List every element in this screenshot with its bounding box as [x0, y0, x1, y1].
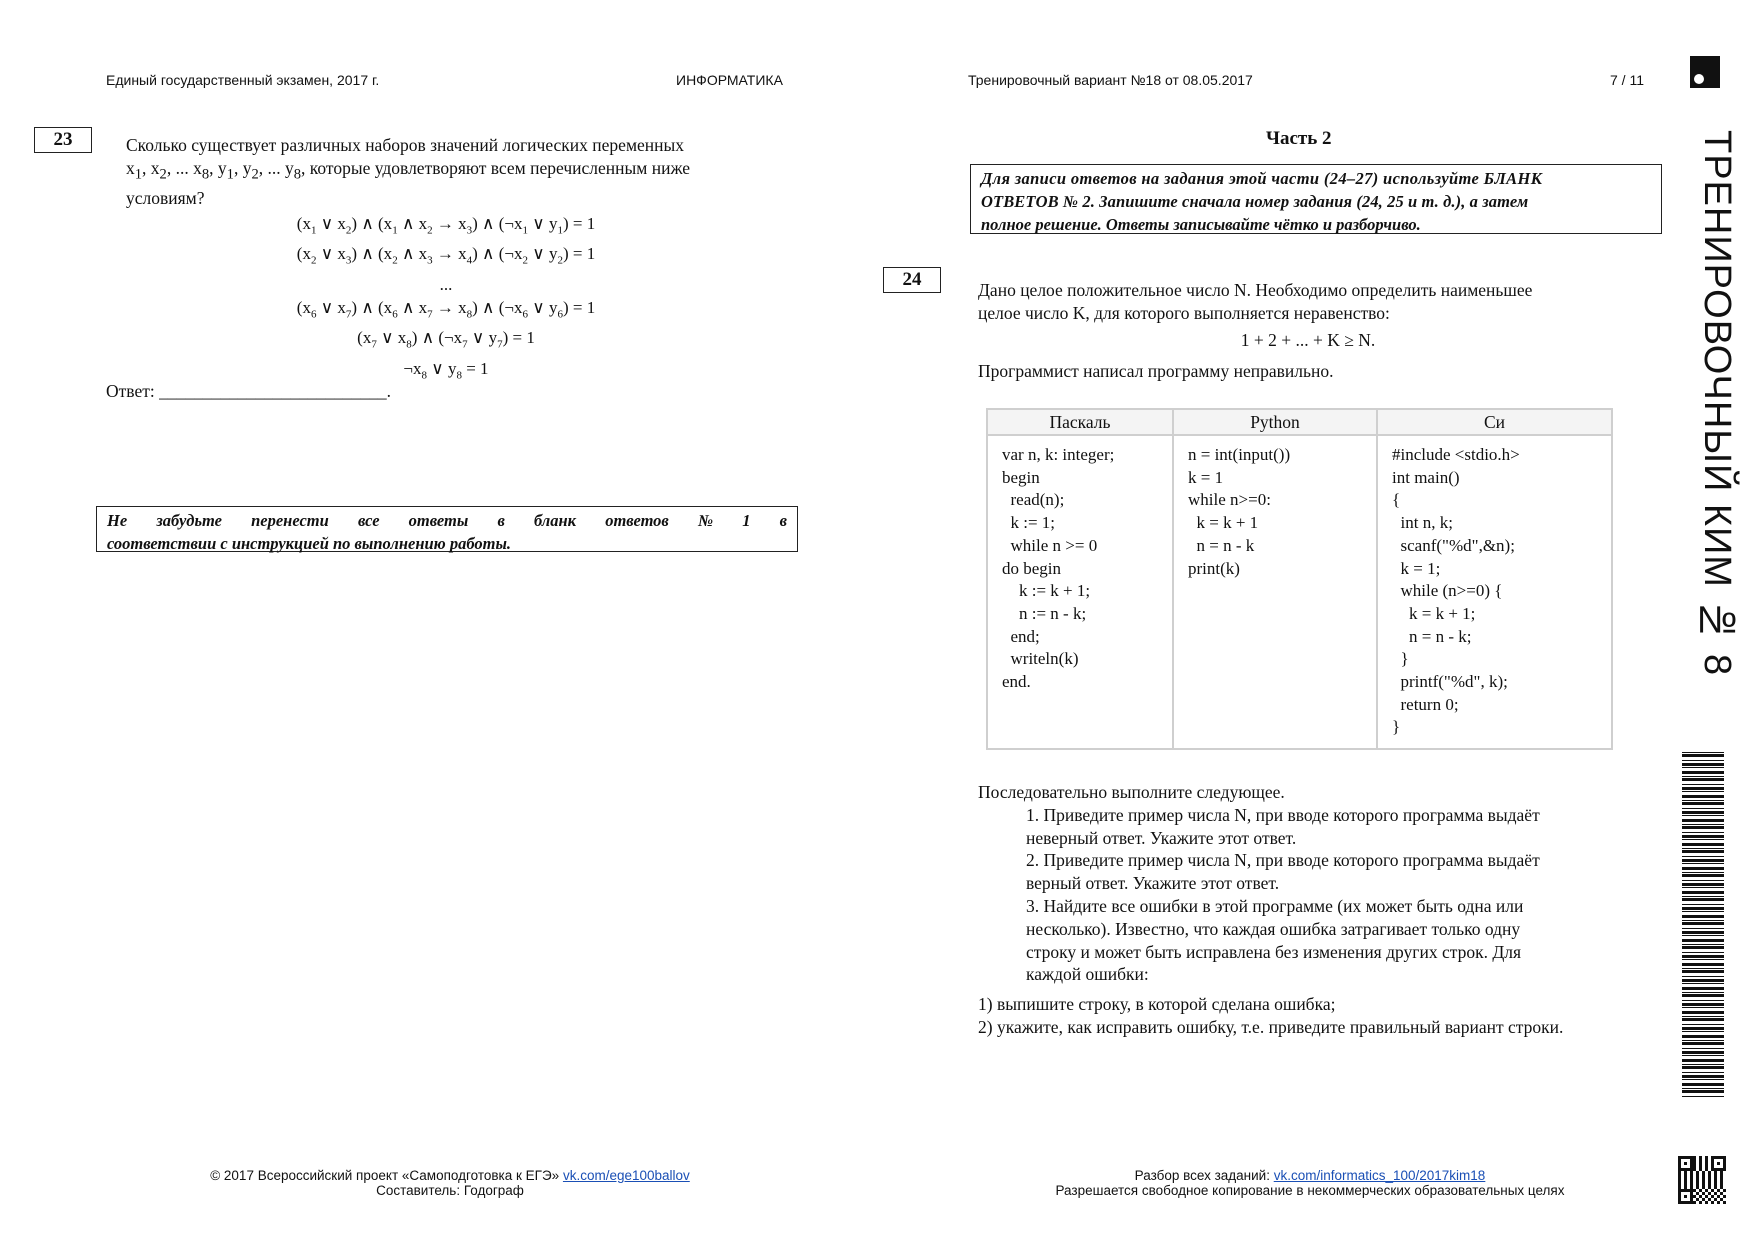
c-line: { — [1392, 490, 1401, 510]
equation-1: ($x_1$ ∨ $x_2$) ∧ ($x_1$ ∧ $x_2 \to x_3$) ∧ ($\neg x_1$ ∨ $y_1) = 1$ — [296, 214, 596, 237]
steps-list — [978, 804, 1678, 986]
pascal-line: while n >= 0 — [1002, 535, 1098, 555]
c-line: } — [1392, 649, 1409, 669]
notice-word: бланк — [533, 511, 577, 530]
notice-word: все — [357, 511, 380, 530]
c-line: int n, k; — [1392, 513, 1453, 533]
code-python — [1173, 435, 1377, 749]
sub-step-1: 1) выпишите строку, в которой сделана ошибка; — [978, 994, 1336, 1015]
task-24-text — [978, 279, 1678, 383]
task-24-line3: Программист написал программу неправильно. — [978, 361, 1334, 381]
header-page-number: 7 / 11 — [1610, 72, 1644, 88]
pascal-line: var n, k: integer; — [1002, 445, 1115, 464]
step-line: строку и может быть исправлена без изменения других строк. Для — [1026, 941, 1522, 962]
task-24-steps — [978, 781, 1678, 1039]
part-2-title: Часть 2 — [1266, 128, 1332, 149]
step-line: неверный ответ. Укажите этот ответ. — [1026, 827, 1297, 848]
c-line: #include <stdio.h> — [1392, 445, 1520, 464]
notice-word: ответы — [408, 511, 469, 530]
header-left: Единый государственный экзамен, 2017 г. — [106, 72, 380, 88]
notice-word: в — [497, 511, 505, 530]
footer-left-line1 — [150, 1168, 750, 1183]
header-subject: ИНФОРМАТИКА — [676, 72, 783, 88]
header-pascal: Паскаль — [987, 409, 1173, 435]
header-c: Си — [1377, 409, 1612, 435]
footer-copyright: © 2017 Всероссийский проект «Самоподготовка к ЕГЭ» — [210, 1168, 563, 1183]
step-line: 2. Приведите пример числа N, при вводе которого программа выдаёт — [1026, 850, 1540, 871]
c-line: k = 1; — [1392, 558, 1441, 578]
c-line: scanf("%d",&n); — [1392, 535, 1515, 555]
notice-line2: соответствии с инструкцией по выполнению работы. — [107, 534, 512, 553]
python-line: while n>=0: — [1188, 490, 1271, 510]
step-line: несколько). Известно, что каждая ошибка затрагивает только одну — [1026, 918, 1521, 939]
header-variant: Тренировочный вариант №18 от 08.05.2017 — [968, 72, 1253, 88]
step-line: верный ответ. Укажите этот ответ. — [1026, 873, 1280, 894]
equation-6: ($x_6$ ∨ $x_7$) ∧ ($x_6$ ∧ $x_7 \to x_8$) ∧ ($\neg x_6$ ∨ $y_6) = 1$ — [296, 297, 596, 321]
task-24-line1: Дано целое положительное число N. Необходимо определить наименьшее — [978, 280, 1533, 300]
steps-intro: Последовательно выполните следующее. — [978, 782, 1285, 802]
task-23-vars-tail: , которые удовлетворяют всем перечисленным ниже — [301, 158, 691, 178]
notice-line1 — [107, 509, 787, 532]
qr-code-icon — [1678, 1156, 1726, 1204]
corner-mark-icon — [1690, 56, 1720, 88]
side-label: ТРЕНИРОВОЧНЫЙ КИМ № 8 — [1696, 130, 1738, 677]
footer-analysis-label: Разбор всех заданий: — [1134, 1168, 1274, 1183]
equation-ellipsis: ... — [439, 274, 453, 294]
equation-8: $\neg x_8$ ∨ $y_8 = 1$ — [403, 358, 489, 381]
c-line: k = k + 1; — [1392, 603, 1476, 623]
step-line: каждой ошибки: — [1026, 964, 1149, 985]
header-python: Python — [1173, 409, 1377, 435]
pascal-line: end. — [1002, 672, 1031, 692]
task-23-answer — [106, 380, 391, 403]
task-24-formula: 1 + 2 + ... + K ≥ N. — [1240, 330, 1376, 350]
footer-right-line1 — [1000, 1168, 1620, 1183]
part-2-instruction-line2: ОТВЕТОВ № 2. Запишите сначала номер задания (24, 25 и т. д.), а затем — [981, 192, 1529, 211]
python-line: print(k) — [1188, 558, 1240, 578]
notice-word: № — [697, 511, 714, 530]
step-line: 1. Приведите пример числа N, при вводе которого программа выдаёт — [1026, 804, 1540, 825]
footer-left-line2: Составитель: Годограф — [376, 1183, 524, 1198]
c-line: } — [1392, 717, 1401, 737]
pascal-line: end; — [1002, 626, 1040, 646]
python-line: n = n - k — [1188, 535, 1255, 555]
c-line: return 0; — [1392, 694, 1459, 714]
pascal-line: begin — [1002, 467, 1040, 487]
part-2-instruction-line3: полное решение. Ответы записывайте чётко и разборчиво. — [981, 215, 1421, 234]
part-2-instruction-line1: Для записи ответов на задания этой части (24–27) используйте БЛАНК — [981, 169, 1543, 188]
pascal-line: writeln(k) — [1002, 649, 1079, 669]
notice-word: Не — [107, 511, 128, 530]
notice-word: 1 — [742, 511, 751, 530]
c-line: int main() — [1392, 467, 1460, 487]
python-line: k = 1 — [1188, 467, 1224, 487]
footer-right-line2: Разрешается свободное копирование в некоммерческих образовательных целях — [1055, 1183, 1565, 1198]
pascal-line: read(n); — [1002, 490, 1065, 510]
barcode-icon — [1682, 752, 1724, 1100]
code-pascal — [987, 435, 1173, 749]
c-line: n = n - k; — [1392, 626, 1472, 646]
task-23-text — [126, 134, 786, 210]
sub-step-2: 2) укажите, как исправить ошибку, т.е. приведите правильный вариант строки. — [978, 1016, 1564, 1037]
footer-right-link[interactable]: vk.com/informatics_100/2017kim18 — [1273, 1168, 1486, 1183]
task-23-line3: условиям? — [126, 187, 205, 208]
notice-transfer-answers — [96, 506, 798, 552]
step-line: 3. Найдите все ошибки в этой программе (их может быть одна или — [1026, 895, 1524, 916]
notice-word: забудьте — [156, 511, 222, 530]
notice-word: перенести — [251, 511, 329, 530]
footer-right — [1000, 1168, 1620, 1198]
pascal-line: k := k + 1; — [1002, 581, 1091, 601]
notice-word: в — [779, 511, 787, 530]
c-line: while (n>=0) { — [1392, 581, 1503, 601]
task-23-line1: Сколько существует различных наборов значений логических переменных — [126, 135, 685, 155]
answer-field[interactable]: __________________________. — [159, 381, 391, 401]
notice-word: ответов — [605, 511, 669, 530]
pascal-line: k := 1; — [1002, 513, 1056, 533]
pascal-line: n := n - k; — [1002, 603, 1087, 623]
task-24-number: 24 — [883, 267, 941, 293]
footer-left — [150, 1168, 750, 1198]
equation-7: ($x_7$ ∨ $x_8$) ∧ ($\neg x_7$ ∨ $y_7) = 1$ — [357, 328, 535, 351]
task-23-number: 23 — [34, 127, 92, 153]
task-23-line2: $x_1$, $x_2$, ... $x_8$, $y_1$, $y_2$, ... $y_8$, которые удовлетворяют всем перечисленным ниже — [126, 158, 691, 183]
footer-left-link[interactable]: vk.com/ege100ballov — [562, 1168, 690, 1183]
code-table — [986, 408, 1613, 750]
pascal-line: do begin — [1002, 558, 1062, 578]
task-23-equations — [226, 212, 666, 387]
python-line: k = k + 1 — [1188, 513, 1259, 533]
python-line: n = int(input()) — [1188, 445, 1291, 464]
equation-2: ($x_2$ ∨ $x_3$) ∧ ($x_2$ ∧ $x_3 \to x_4$) ∧ ($\neg x_2$ ∨ $y_2) = 1$ — [296, 244, 596, 267]
part-2-instruction — [970, 164, 1662, 234]
answer-label: Ответ: — [106, 381, 155, 401]
c-line: printf("%d", k); — [1392, 672, 1508, 692]
task-24-line2: целое число K, для которого выполняется неравенство: — [978, 303, 1390, 323]
code-c — [1377, 435, 1612, 749]
